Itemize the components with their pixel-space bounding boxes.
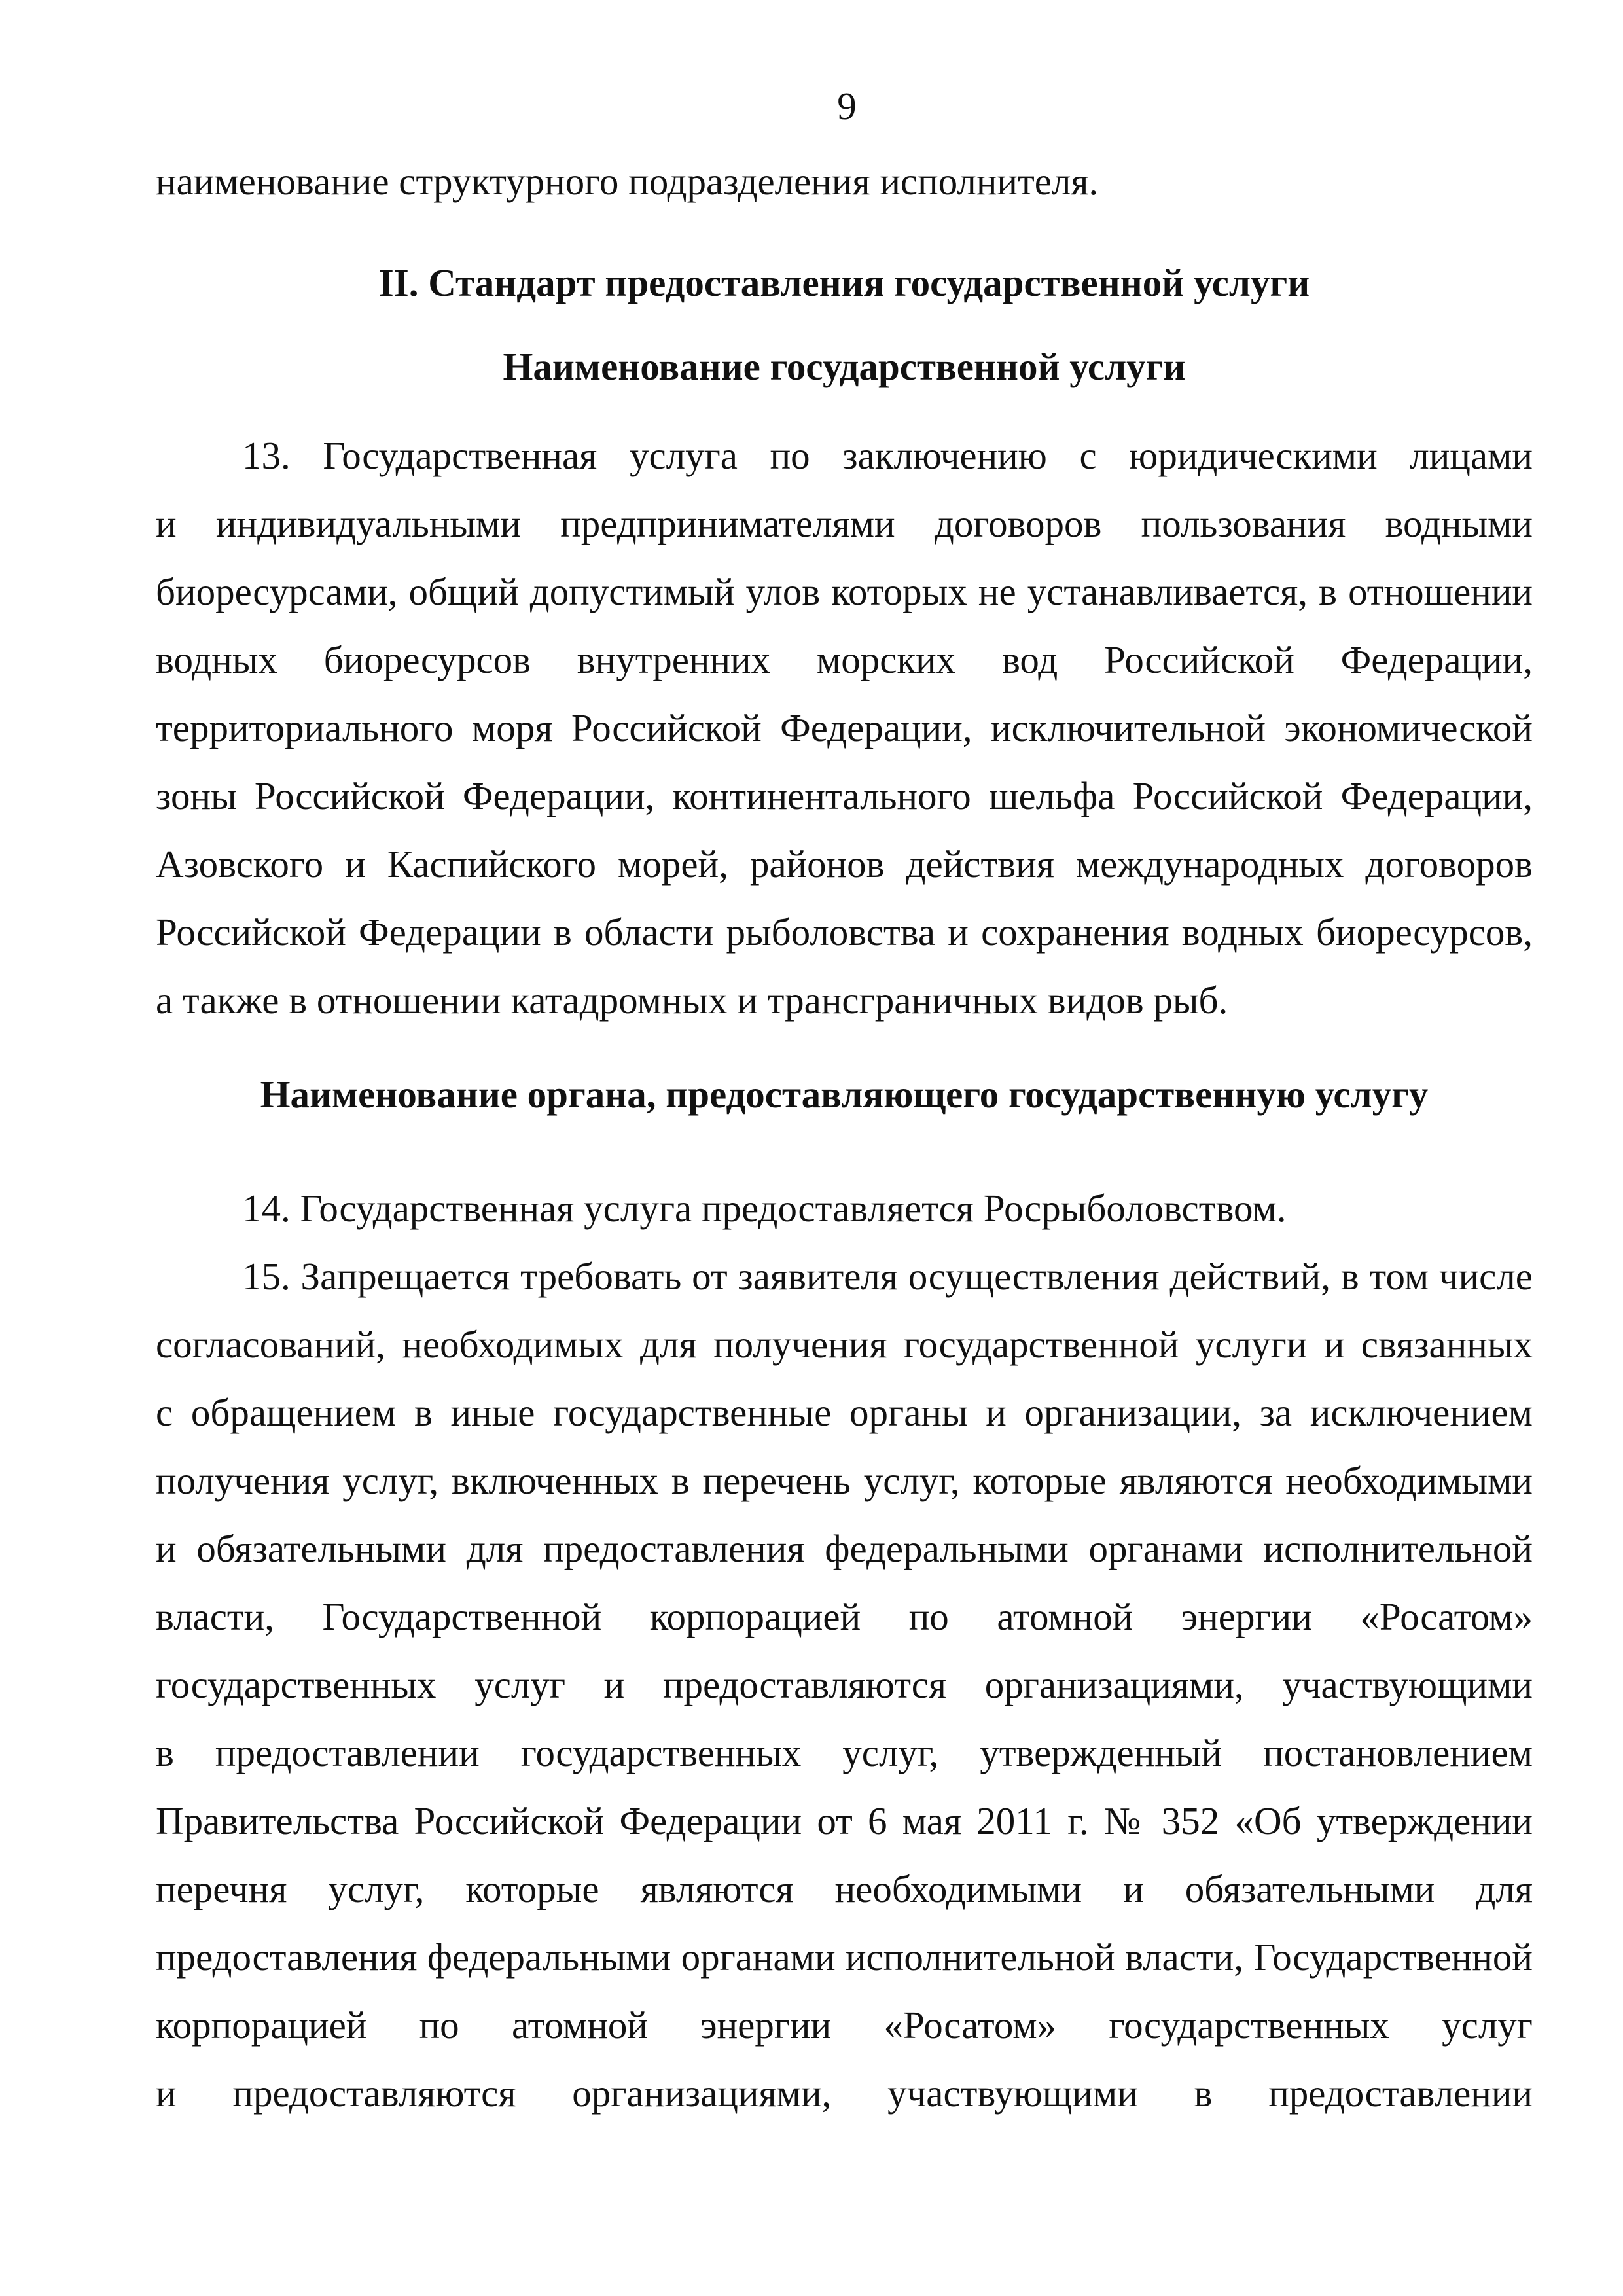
paragraph-14 (156, 1174, 1533, 1242)
paragraph-line: в предоставлении государственных услуг, утвержденный постановлением (156, 1731, 1533, 1774)
page-number: 9 (837, 84, 857, 128)
intro-text (156, 147, 1533, 215)
subheading-service-name: Наименование государственной услуги (503, 345, 1186, 388)
paragraph-line: перечня услуг, которые являются необходимыми и обязательными для (156, 1867, 1533, 1910)
paragraph-line: Российской Федерации в области рыболовства и сохранения водных биоресурсов, (156, 910, 1533, 954)
paragraph-line: и обязательными для предоставления федеральными органами исполнительной (156, 1527, 1533, 1570)
paragraph-line: корпорацией по атомной энергии «Росатом» государственных услуг (156, 2003, 1533, 2047)
paragraph-line: 14. Государственная услуга предоставляется Росрыболовством. (242, 1187, 1287, 1230)
paragraph-line: 15. Запрещается требовать от заявителя осуществления действий, в том числе (242, 1255, 1533, 1298)
paragraph-13 (156, 422, 1533, 1034)
section-heading: II. Стандарт предоставления государственной услуги (378, 261, 1310, 304)
paragraph-line: территориального моря Российской Федерации, исключительной экономической (156, 706, 1533, 749)
paragraph-line: власти, Государственной корпорацией по атомной энергии «Росатом» (156, 1595, 1533, 1638)
paragraph-line: 13. Государственная услуга по заключению с юридическими лицами (242, 434, 1533, 477)
paragraph-line: с обращением в иные государственные органы и организации, за исключением (156, 1391, 1533, 1434)
paragraph-line: Правительства Российской Федерации от 6 мая 2011 г. № 352 «Об утверждении (156, 1799, 1533, 1842)
paragraph-line: Азовского и Каспийского морей, районов действия международных договоров (156, 842, 1533, 886)
paragraph-line: а также в отношении катадромных и трансграничных видов рыб. (156, 978, 1228, 1022)
paragraph-line: биоресурсами, общий допустимый улов которых не устанавливается, в отношении (156, 570, 1533, 613)
paragraph-15 (156, 1242, 1533, 2127)
paragraph-line: и предоставляются организациями, участвующими в предоставлении (156, 2072, 1533, 2115)
paragraph-line: водных биоресурсов внутренних морских вод Российской Федерации, (156, 638, 1533, 681)
paragraph-line: предоставления федеральными органами исполнительной власти, Государственной (156, 1935, 1533, 1979)
paragraph-line: государственных услуг и предоставляются организациями, участвующими (156, 1663, 1533, 1706)
intro-line: наименование структурного подразделения исполнителя. (156, 160, 1099, 203)
paragraph-line: и индивидуальными предпринимателями договоров пользования водными (156, 502, 1533, 545)
paragraph-line: получения услуг, включенных в перечень услуг, которые являются необходимыми (156, 1459, 1533, 1502)
paragraph-line: согласований, необходимых для получения государственной услуги и связанных (156, 1323, 1533, 1366)
subheading-authority: Наименование органа, предоставляющего государственную услугу (260, 1073, 1429, 1116)
paragraph-line: зоны Российской Федерации, континентального шельфа Российской Федерации, (156, 774, 1533, 817)
